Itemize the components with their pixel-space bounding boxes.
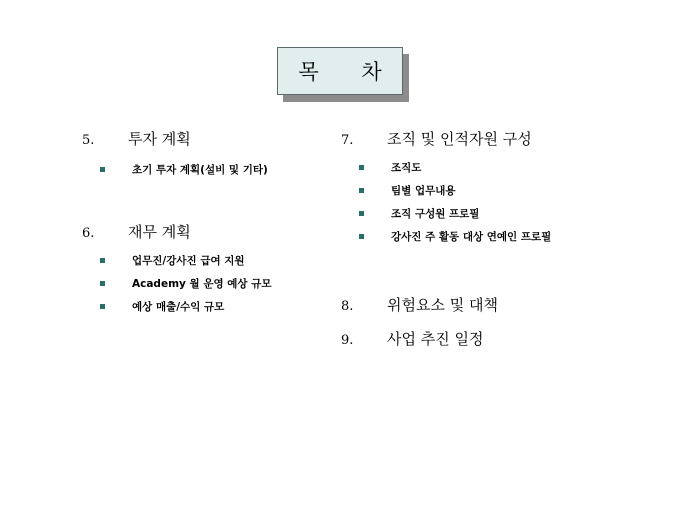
- bullet-icon: [359, 211, 364, 216]
- section-7: [341, 128, 661, 152]
- bullet-icon: [100, 281, 105, 286]
- list-item: 팀별 업무내용: [341, 179, 661, 202]
- section-label: 투자 계획: [128, 130, 191, 148]
- section-number: 6.: [82, 226, 95, 241]
- list-item: 강사진 주 활동 대상 연예인 프로필: [341, 225, 661, 248]
- section-number: 8.: [341, 299, 354, 314]
- section-number: 7.: [341, 133, 354, 148]
- section-label: 위험요소 및 대책: [387, 296, 498, 314]
- bullet-icon: [100, 167, 105, 172]
- section-6: [82, 221, 332, 245]
- section-number: 9.: [341, 333, 354, 348]
- left-column: [82, 128, 332, 318]
- list-item: 업무진/강사진 급여 지원: [82, 249, 332, 272]
- bullet-icon: [100, 304, 105, 309]
- section-5: [82, 128, 332, 152]
- list-item: 초기 투자 계획(설비 및 기타): [82, 158, 332, 181]
- section-number: 5.: [82, 133, 95, 148]
- list-item: 조직도: [341, 156, 661, 179]
- bullet-icon: [359, 165, 364, 170]
- right-column: [341, 128, 661, 352]
- list-item: 조직 구성원 프로필: [341, 202, 661, 225]
- bullet-icon: [359, 188, 364, 193]
- bullet-icon: [359, 234, 364, 239]
- section-8: [341, 294, 661, 318]
- section-9: [341, 328, 661, 352]
- list-item: Academy 월 운영 예상 규모: [82, 272, 332, 295]
- section-label: 조직 및 인적자원 구성: [387, 130, 532, 148]
- bullet-icon: [100, 258, 105, 263]
- list-item: 예상 매출/수익 규모: [82, 295, 332, 318]
- page-title: 목 차: [277, 47, 403, 95]
- section-label: 재무 계획: [128, 223, 191, 241]
- section-label: 사업 추진 일정: [387, 330, 484, 348]
